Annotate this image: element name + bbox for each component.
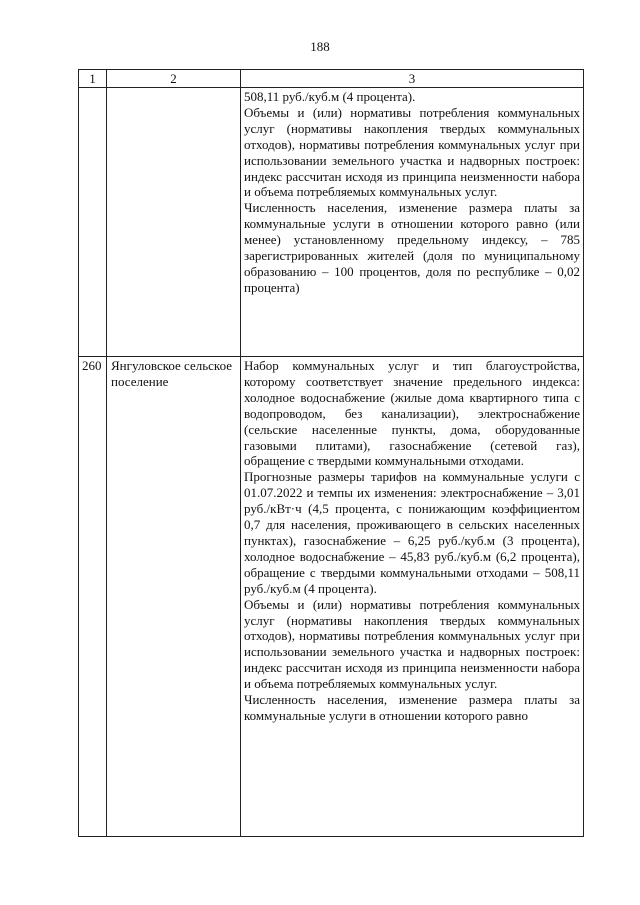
paragraph: Численность населения, изменение размера платы за коммунальные услуги в отношении которого равно (или менее) установленному предельному индексу, – 785 зарегистрированных жителей (доля по муниципальному образованию – 100 процентов, доля по республике – 0,02 процента) (244, 200, 580, 295)
paragraph: 508,11 руб./куб.м (4 процента). (244, 89, 416, 104)
row-content (241, 88, 584, 357)
paragraph: Прогнозные размеры тарифов на коммунальные услуги с 01.07.2022 и темпы их изменения: электроснабжение – 3,01 руб./кВт·ч (4,5 процента, с понижающим коэффициентом 0,7 для населения, проживающего в сельских населенных пунктах), газоснабжение – 6,25 руб./куб.м (3 процента), холодное водоснабжение – 45,83 руб./куб.м (6,2 процента), обращение с твердыми коммунальными отходами – 508,11 руб./куб.м (4 процента). (244, 469, 580, 596)
settlement-name: Янгуловское сельское поселение (107, 357, 241, 837)
column-header-3: 3 (241, 70, 584, 88)
table-row (79, 88, 584, 357)
table-header-row (79, 70, 584, 88)
settlement-name (107, 88, 241, 357)
row-number: 260 (79, 357, 107, 837)
column-header-2: 2 (107, 70, 241, 88)
paragraph: Набор коммунальных услуг и тип благоустройства, которому соответствует значение предельного индекса: холодное водоснабжение (жилые дома квартирного типа с водопроводом, без канализации), электроснабжение (сельские населенные пункты, дома, оборудованные газовыми плитами), газоснабжение (сетевой газ), обращение с твердыми коммунальными отходами. (244, 358, 580, 469)
row-content (241, 357, 584, 837)
row-number (79, 88, 107, 357)
paragraph: Численность населения, изменение размера платы за коммунальные услуги в отношении которого равно (244, 692, 580, 723)
tariff-table (78, 69, 584, 837)
paragraph: Объемы и (или) нормативы потребления коммунальных услуг (нормативы накопления твердых коммунальных отходов), нормативы потребления коммунальных услуг при использовании земельного участка и надворных построек: индекс рассчитан исходя из принципа неизменности набора и объема потребляемых коммунальных услуг. (244, 596, 580, 692)
paragraph: Объемы и (или) нормативы потребления коммунальных услуг (нормативы накопления твердых коммунальных отходов), нормативы потребления коммунальных услуг при использовании земельного участка и надворных построек: индекс рассчитан исходя из принципа неизменности набора и объема потребляемых коммунальных услуг. (244, 104, 580, 200)
table-row (79, 357, 584, 837)
column-header-1: 1 (79, 70, 107, 88)
page-number: 188 (310, 39, 330, 54)
